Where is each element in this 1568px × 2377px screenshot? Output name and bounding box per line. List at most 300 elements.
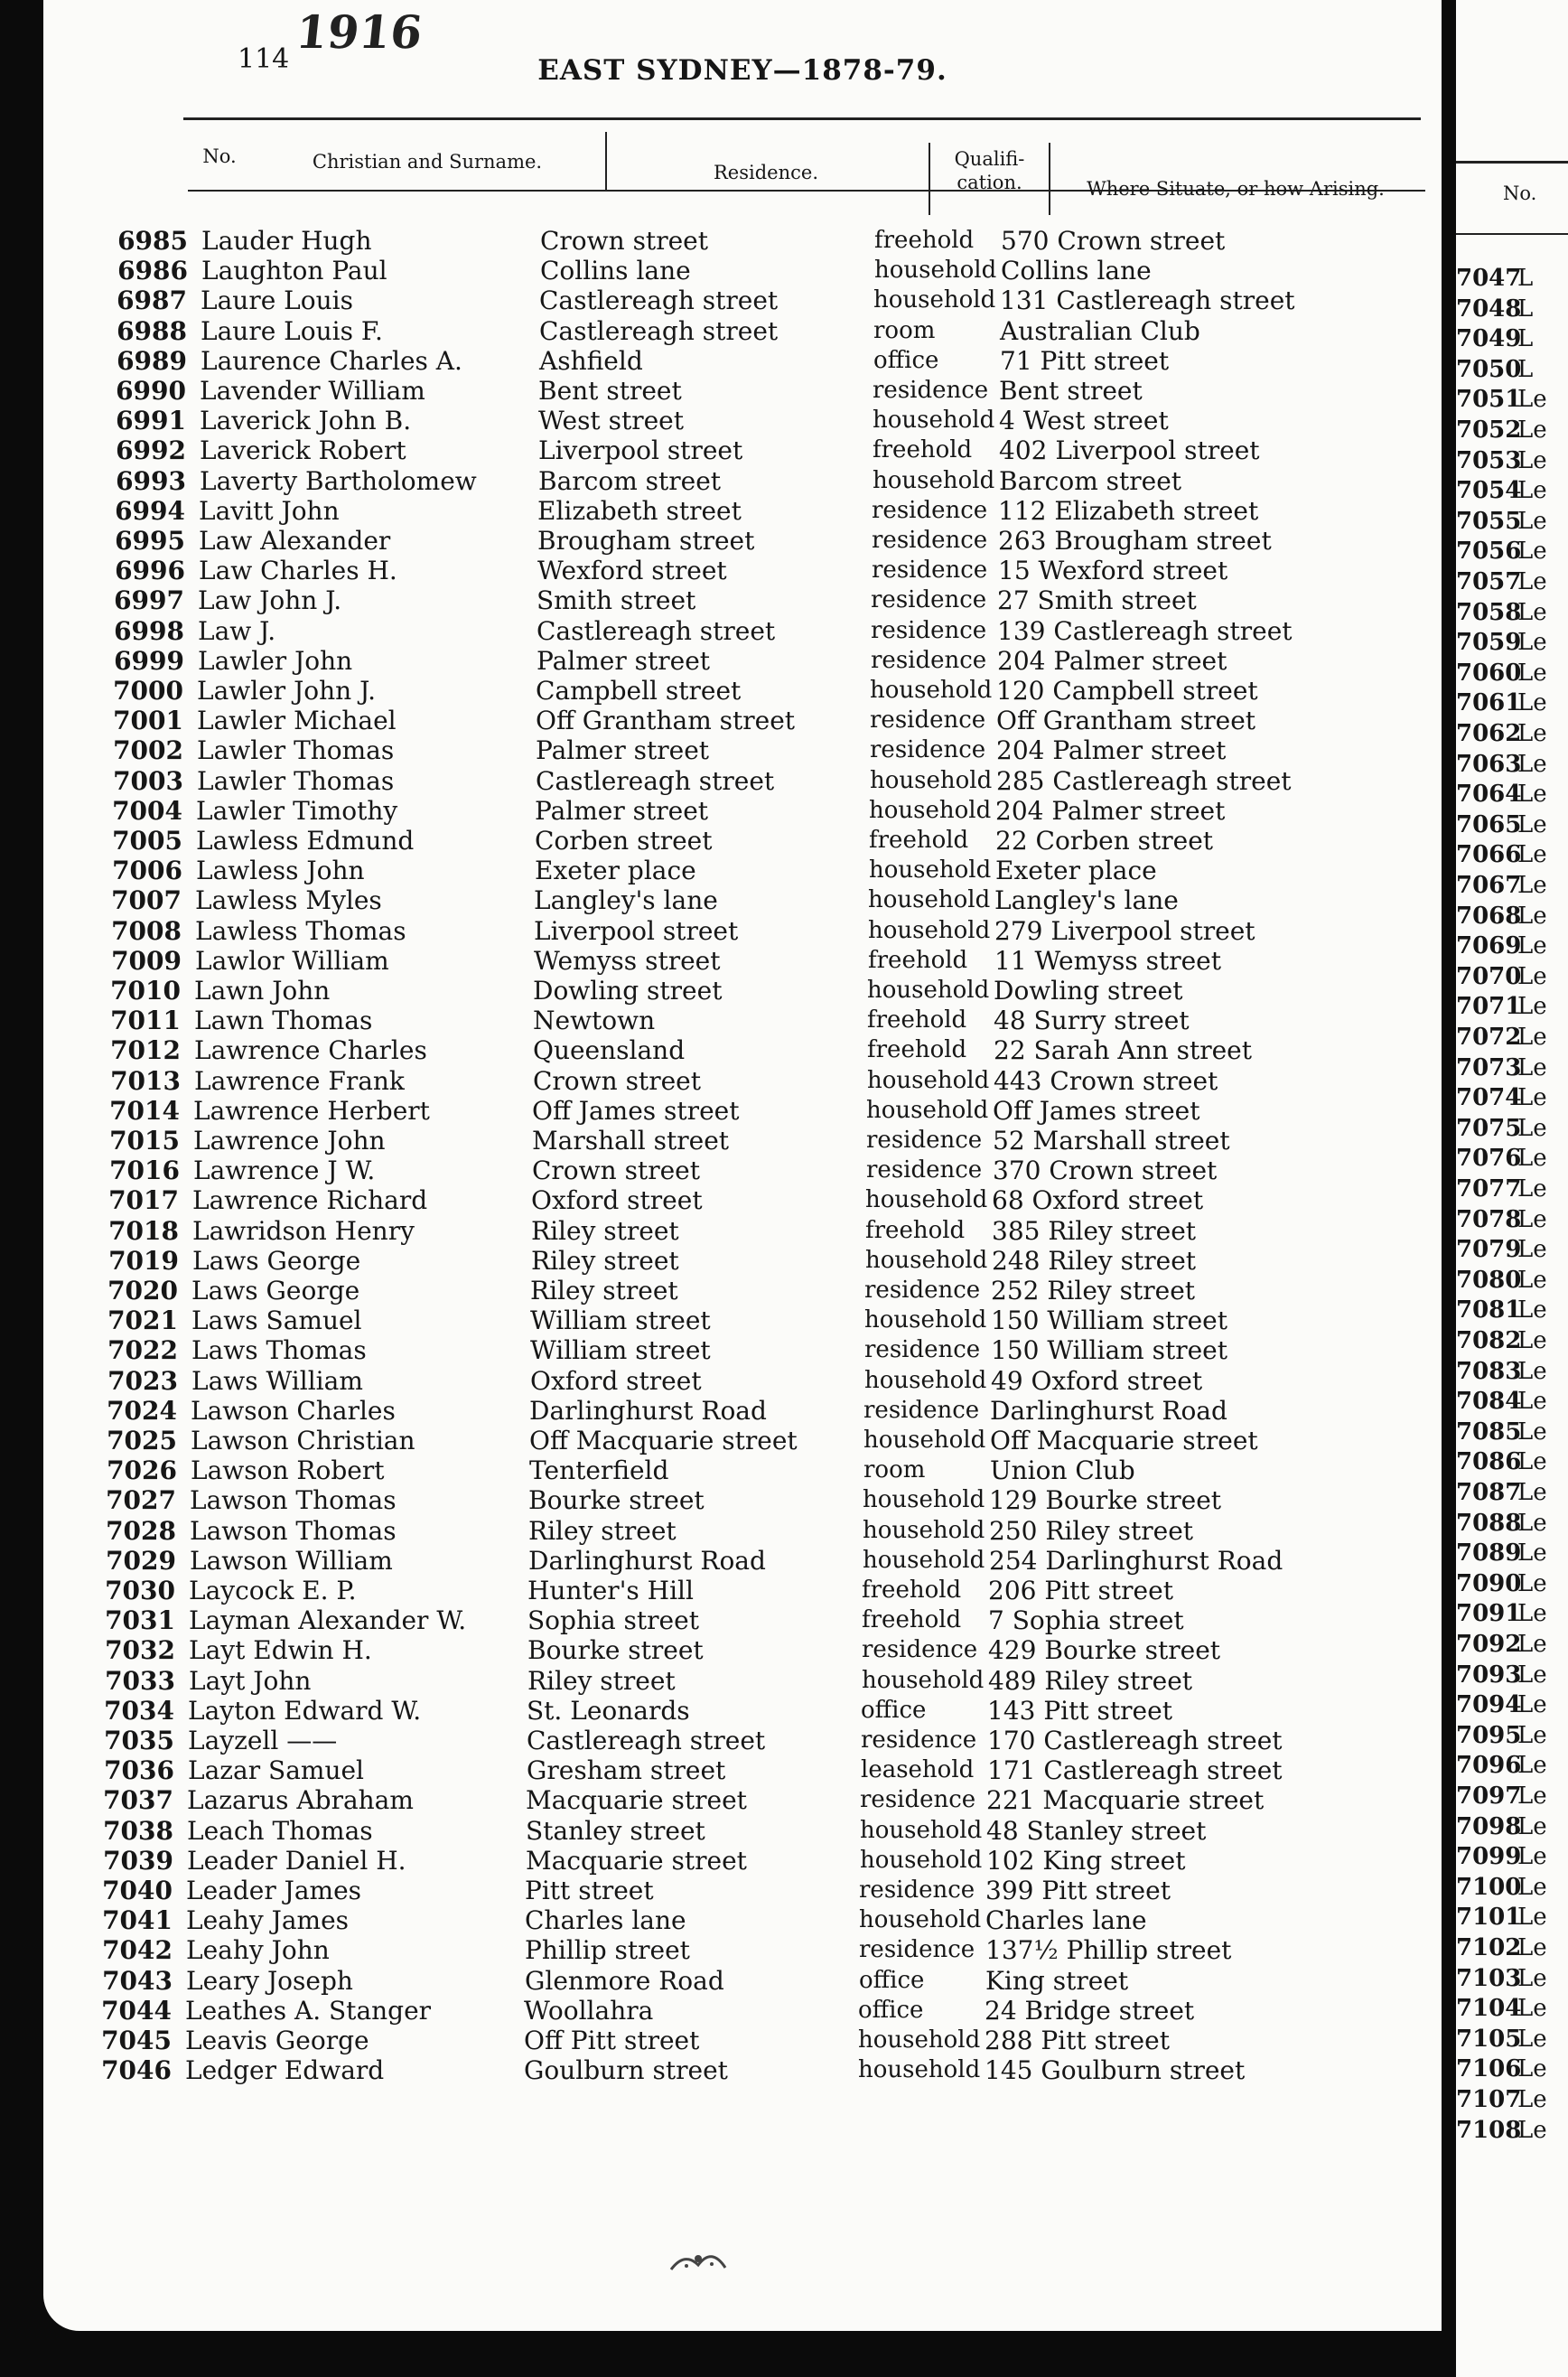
- entry-number: 7023: [107, 1366, 178, 1396]
- adjacent-entry-name-fragment: Le: [1517, 1388, 1547, 1415]
- entry-residence: Palmer street: [537, 646, 711, 676]
- entry-name: Lawn Thomas: [194, 1006, 373, 1035]
- entry-qualification: residence: [872, 527, 988, 554]
- entry-residence: Wexford street: [537, 556, 727, 585]
- entry-residence: Marshall street: [532, 1126, 730, 1156]
- entry-residence: Tenterfield: [529, 1455, 669, 1485]
- register-row: [89, 1216, 1407, 1246]
- adjacent-entry-number: 7054: [1456, 477, 1522, 504]
- adjacent-entry-number: 7058: [1456, 599, 1522, 626]
- adjacent-entry-name-fragment: Le: [1517, 477, 1547, 504]
- entry-qualification: residence: [870, 736, 986, 763]
- entry-where-situate: 285 Castlereagh street: [996, 766, 1292, 796]
- register-row: [90, 1006, 1409, 1035]
- entry-where-situate: 22 Corben street: [995, 826, 1214, 856]
- register-row: [89, 1126, 1408, 1156]
- entry-name: Lawless Myles: [195, 885, 382, 915]
- entry-qualification: office: [858, 1997, 924, 2024]
- adjacent-entry-number: 7065: [1456, 811, 1522, 838]
- entry-name: Lawridson Henry: [192, 1216, 415, 1246]
- entry-name: Lawson Thomas: [190, 1516, 397, 1546]
- entry-residence: Oxford street: [530, 1366, 702, 1396]
- entry-qualification: household: [863, 1547, 985, 1574]
- adjacent-entry-number: 7059: [1456, 629, 1522, 656]
- adjacent-entry-number: 7106: [1456, 2055, 1522, 2082]
- adjacent-entry-name-fragment: Le: [1517, 1358, 1547, 1385]
- entry-name: Lawrence Frank: [194, 1066, 405, 1096]
- entry-residence: Bourke street: [527, 1635, 704, 1665]
- entry-qualification: household: [873, 467, 995, 494]
- entry-residence: St. Leonards: [527, 1696, 690, 1726]
- entry-name: Lawler Michael: [197, 706, 397, 735]
- register-row: [90, 1035, 1409, 1065]
- entry-qualification: leasehold: [861, 1756, 975, 1783]
- adjacent-entry-number: 7097: [1456, 1783, 1522, 1810]
- entry-residence: Exeter place: [535, 856, 696, 885]
- register-row: [81, 2026, 1400, 2055]
- entry-name: Leathes A. Stanger: [185, 1996, 432, 2026]
- entry-residence: Charles lane: [525, 1905, 686, 1935]
- register-row: [94, 646, 1413, 676]
- entry-qualification: household: [858, 2026, 981, 2054]
- register-row: [85, 1605, 1404, 1635]
- entry-name: Law J.: [198, 616, 276, 646]
- entry-number: 6988: [117, 316, 187, 346]
- entry-name: Laverick John B.: [200, 406, 412, 435]
- entry-where-situate: Union Club: [990, 1455, 1135, 1485]
- adjacent-entry-number: 7095: [1456, 1722, 1522, 1749]
- register-row: [88, 1366, 1406, 1396]
- entry-name: Lawlor William: [195, 946, 389, 976]
- adjacent-entry-number: 7093: [1456, 1661, 1522, 1689]
- adjacent-entry-number: 7067: [1456, 872, 1522, 899]
- adjacent-entry-number: 7103: [1456, 1965, 1522, 1992]
- entry-qualification: freehold: [862, 1606, 962, 1633]
- adjacent-entry-name-fragment: Le: [1517, 538, 1547, 565]
- entry-number: 7040: [102, 1876, 173, 1905]
- entry-qualification: residence: [861, 1727, 977, 1754]
- column-header-qualification: Qualifi- cation.: [954, 148, 1025, 193]
- adjacent-entry-number: 7108: [1456, 2117, 1522, 2144]
- entry-qualification: household: [873, 407, 995, 434]
- entry-where-situate: 102 King street: [986, 1846, 1186, 1876]
- register-row: [92, 796, 1411, 826]
- column-header-where: Where Situate, or how Arising.: [1087, 178, 1385, 200]
- entry-number: 7017: [108, 1185, 179, 1215]
- register-row: [85, 1666, 1404, 1696]
- adjacent-entry-number: 7075: [1456, 1115, 1522, 1142]
- entry-number: 6999: [114, 646, 184, 676]
- adjacent-entry-name-fragment: Le: [1517, 1600, 1547, 1627]
- register-row: [94, 616, 1413, 646]
- entry-name: Lauder Hugh: [201, 226, 372, 256]
- running-head: EAST SYDNEY—1878-79.: [537, 54, 947, 87]
- entry-number: 7004: [112, 796, 182, 826]
- entry-residence: Brougham street: [537, 526, 755, 556]
- entry-qualification: household: [870, 677, 993, 704]
- entry-name: Lawson Charles: [191, 1396, 396, 1426]
- register-row: [83, 1816, 1402, 1846]
- entry-residence: Darlinghurst Road: [528, 1546, 766, 1576]
- adjacent-entry-number: 7099: [1456, 1843, 1522, 1870]
- entry-where-situate: 48 Stanley street: [986, 1816, 1207, 1846]
- adjacent-entry-number: 7060: [1456, 660, 1522, 687]
- adjacent-entry-name-fragment: Le: [1517, 386, 1547, 413]
- entry-where-situate: 112 Elizabeth street: [998, 496, 1259, 526]
- entry-number: 7045: [101, 2026, 172, 2055]
- entry-qualification: residence: [859, 1876, 975, 1904]
- entry-name: Leary Joseph: [186, 1966, 353, 1996]
- entry-name: Laws William: [191, 1366, 363, 1396]
- entry-name: Leach Thomas: [187, 1816, 373, 1846]
- entry-residence: Palmer street: [536, 735, 710, 765]
- adjacent-entry-number: 7055: [1456, 508, 1522, 535]
- adjacent-entry-number: 7062: [1456, 720, 1522, 747]
- adjacent-entry-number: 7087: [1456, 1479, 1522, 1506]
- entry-where-situate: 385 Riley street: [992, 1216, 1197, 1246]
- entry-qualification: household: [864, 1367, 987, 1394]
- entry-qualification: freehold: [873, 436, 973, 463]
- entry-number: 7041: [102, 1905, 173, 1935]
- register-row: [84, 1696, 1403, 1726]
- entry-residence: Smith street: [537, 585, 696, 615]
- entry-residence: Langley's lane: [534, 885, 718, 915]
- entry-residence: Castlereagh street: [537, 616, 776, 646]
- register-row: [86, 1485, 1405, 1515]
- adjacent-entry-name-fragment: Le: [1517, 1843, 1547, 1870]
- entry-residence: Woollahra: [524, 1996, 654, 2026]
- register-row: [87, 1426, 1405, 1455]
- adjacent-entry-name-fragment: Le: [1517, 1327, 1547, 1354]
- entry-qualification: household: [863, 1427, 986, 1454]
- register-row: [87, 1396, 1405, 1426]
- adjacent-entry-name-fragment: Le: [1517, 1661, 1547, 1689]
- adjacent-entry-number: 7081: [1456, 1296, 1522, 1324]
- register-row: [81, 1996, 1400, 2026]
- adjacent-entry-number: 7092: [1456, 1631, 1522, 1658]
- entry-number: 7020: [107, 1276, 178, 1305]
- register-row: [91, 946, 1410, 976]
- entry-number: 7012: [110, 1035, 181, 1065]
- adjacent-entry-name-fragment: Le: [1517, 1539, 1547, 1567]
- entry-residence: Pitt street: [525, 1876, 654, 1905]
- adjacent-entry-name-fragment: Le: [1517, 1084, 1547, 1111]
- entry-number: 7028: [106, 1516, 176, 1546]
- entry-where-situate: Collins lane: [1001, 256, 1152, 285]
- entry-name: Lazar Samuel: [188, 1755, 365, 1785]
- adjacent-entry-name-fragment: Le: [1517, 841, 1547, 868]
- entry-name: Laurence Charles A.: [201, 346, 462, 376]
- entry-residence: William street: [530, 1335, 711, 1365]
- adjacent-entry-name-fragment: Le: [1517, 811, 1547, 838]
- entry-number: 6995: [115, 526, 185, 556]
- entry-where-situate: 49 Oxford street: [991, 1366, 1203, 1396]
- adjacent-entry-name-fragment: Le: [1517, 1813, 1547, 1840]
- register-row: [98, 226, 1416, 256]
- adjacent-entry-name-fragment: Le: [1517, 1479, 1547, 1506]
- adjacent-entry-number: 7094: [1456, 1691, 1522, 1718]
- entry-name: Laws George: [192, 1246, 361, 1276]
- adjacent-entry-name-fragment: Le: [1517, 781, 1547, 808]
- entry-where-situate: 15 Wexford street: [998, 556, 1228, 585]
- entry-where-situate: 204 Palmer street: [997, 646, 1227, 676]
- entry-name: Layman Alexander W.: [189, 1605, 467, 1635]
- adjacent-entry-number: 7061: [1456, 689, 1522, 716]
- entry-number: 7034: [104, 1696, 174, 1726]
- entry-qualification: residence: [871, 586, 987, 613]
- adjacent-entry-name-fragment: Le: [1517, 1054, 1547, 1081]
- entry-name: Laure Louis F.: [201, 316, 383, 346]
- entry-qualification: household: [860, 1847, 983, 1874]
- entry-qualification: room: [863, 1456, 926, 1483]
- register-row: [95, 556, 1414, 585]
- adjacent-entry-number: 7102: [1456, 1934, 1522, 1961]
- entry-where-situate: 150 William street: [991, 1335, 1227, 1365]
- adjacent-entry-name-fragment: Le: [1517, 629, 1547, 656]
- adjacent-entry-number: 7052: [1456, 416, 1522, 444]
- entry-number: 6985: [117, 226, 188, 256]
- entry-residence: Palmer street: [535, 796, 709, 826]
- entry-residence: Barcom street: [538, 466, 722, 496]
- adjacent-entry-name-fragment: Le: [1517, 903, 1547, 930]
- register-row: [98, 256, 1416, 285]
- adjacent-entry-number: 7079: [1456, 1236, 1522, 1263]
- adjacent-entry-name-fragment: Le: [1517, 689, 1547, 716]
- entry-where-situate: 570 Crown street: [1001, 226, 1226, 256]
- adjacent-entry-number: 7105: [1456, 2026, 1522, 2053]
- entry-residence: Off Grantham street: [536, 706, 796, 735]
- entry-qualification: residence: [871, 647, 987, 674]
- register-row: [93, 676, 1412, 706]
- entry-name: Layt Edwin H.: [189, 1635, 372, 1665]
- entry-name: Laycock E. P.: [189, 1576, 357, 1605]
- adjacent-entry-name-fragment: Le: [1517, 1175, 1547, 1203]
- entry-number: 7036: [104, 1755, 174, 1785]
- adjacent-entry-name-fragment: Le: [1517, 1904, 1547, 1931]
- adjacent-entry-name-fragment: Le: [1517, 2026, 1547, 2053]
- entry-where-situate: 129 Bourke street: [989, 1485, 1222, 1515]
- adjacent-entry-name-fragment: Le: [1517, 1691, 1547, 1718]
- adjacent-entry-name-fragment: Le: [1517, 872, 1547, 899]
- entry-name: Ledger Edward: [185, 2055, 385, 2085]
- entry-number: 7000: [113, 676, 183, 706]
- adjacent-entry-number: 7086: [1456, 1448, 1522, 1475]
- entry-name: Lawson Robert: [191, 1455, 385, 1485]
- entry-where-situate: 288 Pitt street: [985, 2026, 1170, 2055]
- entry-qualification: freehold: [865, 1217, 966, 1244]
- entry-where-situate: 250 Riley street: [989, 1516, 1194, 1546]
- adjacent-entry-number: 7063: [1456, 751, 1522, 778]
- register-row: [96, 376, 1414, 406]
- adjacent-entry-number: 7096: [1456, 1752, 1522, 1779]
- adjacent-entry-number: 7056: [1456, 538, 1522, 565]
- adjacent-entry-name-fragment: L: [1517, 265, 1534, 292]
- entry-name: Lawson Thomas: [190, 1485, 397, 1515]
- entry-residence: Stanley street: [526, 1816, 705, 1846]
- entry-qualification: residence: [873, 377, 989, 404]
- entry-residence: Hunter's Hill: [527, 1576, 694, 1605]
- adjacent-entry-name-fragment: Le: [1517, 1631, 1547, 1658]
- entry-residence: Glenmore Road: [525, 1966, 724, 1996]
- entry-number: 7025: [107, 1426, 177, 1455]
- adjacent-entry-number: 7053: [1456, 447, 1522, 474]
- adjacent-entry-name-fragment: Le: [1517, 1995, 1547, 2022]
- register-row: [97, 346, 1415, 376]
- entry-residence: Bent street: [538, 376, 682, 406]
- register-row: [89, 1156, 1408, 1185]
- entry-qualification: freehold: [867, 1036, 967, 1063]
- adjacent-entry-number: 7047: [1456, 265, 1522, 292]
- entry-number: 7007: [111, 885, 182, 915]
- entry-where-situate: 7 Sophia street: [988, 1605, 1184, 1635]
- entry-name: Law Charles H.: [199, 556, 397, 585]
- entry-qualification: freehold: [874, 227, 975, 254]
- entry-where-situate: 399 Pitt street: [985, 1876, 1171, 1905]
- entry-residence: Off Pitt street: [524, 2026, 700, 2055]
- adjacent-entry-number: 7082: [1456, 1327, 1522, 1354]
- entry-residence: Sophia street: [527, 1605, 699, 1635]
- entry-name: Lawson Christian: [191, 1426, 415, 1455]
- entry-number: 7016: [109, 1156, 180, 1185]
- adjacent-entry-name-fragment: Le: [1517, 1296, 1547, 1324]
- adjacent-entry-number: 7077: [1456, 1175, 1522, 1203]
- entry-where-situate: 254 Darlinghurst Road: [989, 1546, 1283, 1576]
- entry-name: Laure Louis: [201, 285, 353, 315]
- entry-number: 7003: [113, 766, 183, 796]
- adjacent-entry-name-fragment: Le: [1517, 416, 1547, 444]
- register-row: [95, 526, 1414, 556]
- adjacent-entry-number: 7069: [1456, 932, 1522, 959]
- entry-name: Lavender William: [200, 376, 425, 406]
- entry-number: 6997: [114, 585, 184, 615]
- adjacent-column-header-no: No.: [1503, 182, 1537, 204]
- register-row: [82, 1966, 1401, 1996]
- adjacent-entry-name-fragment: Le: [1517, 1570, 1547, 1597]
- entry-name: Layt John: [189, 1666, 312, 1696]
- entry-name: Lawless Thomas: [195, 916, 406, 946]
- adjacent-entry-name-fragment: Le: [1517, 1236, 1547, 1263]
- entry-where-situate: 11 Wemyss street: [994, 946, 1222, 976]
- adjacent-entry-name-fragment: Le: [1517, 599, 1547, 626]
- adjacent-entry-name-fragment: Le: [1517, 1448, 1547, 1475]
- entry-qualification: residence: [864, 1336, 981, 1363]
- adjacent-header-bottom-rule: [1456, 233, 1568, 235]
- register-row: [97, 316, 1415, 346]
- entry-where-situate: 68 Oxford street: [992, 1185, 1204, 1215]
- entry-qualification: residence: [859, 1936, 975, 1963]
- adjacent-entry-number: 7080: [1456, 1267, 1522, 1294]
- entry-where-situate: 150 William street: [991, 1305, 1227, 1335]
- adjacent-entry-number: 7098: [1456, 1813, 1522, 1840]
- entry-name: Lawrence Herbert: [193, 1096, 430, 1126]
- entry-qualification: residence: [870, 707, 986, 734]
- entry-where-situate: Off Grantham street: [996, 706, 1256, 735]
- adjacent-entry-name-fragment: Le: [1517, 932, 1547, 959]
- entry-where-situate: Darlinghurst Road: [990, 1396, 1227, 1426]
- entry-where-situate: 252 Riley street: [991, 1276, 1196, 1305]
- register-row: [82, 1935, 1401, 1965]
- entry-residence: Castlereagh street: [539, 316, 779, 346]
- entry-name: Layton Edward W.: [188, 1696, 422, 1726]
- entry-qualification: household: [865, 1186, 988, 1213]
- entry-qualification: household: [873, 286, 996, 314]
- entry-qualification: office: [859, 1967, 925, 1994]
- entry-residence: Darlinghurst Road: [529, 1396, 767, 1426]
- register-row: [86, 1546, 1405, 1576]
- entry-name: Lawrence J W.: [193, 1156, 376, 1185]
- entry-where-situate: 402 Liverpool street: [999, 435, 1260, 465]
- entry-number: 6996: [115, 556, 185, 585]
- entry-where-situate: 48 Surry street: [994, 1006, 1190, 1035]
- entry-number: 7031: [105, 1605, 175, 1635]
- register-row: [88, 1276, 1406, 1305]
- entry-name: Leader James: [186, 1876, 362, 1905]
- register-row: [96, 466, 1414, 496]
- entry-where-situate: 52 Marshall street: [993, 1126, 1230, 1156]
- adjacent-entry-name-fragment: Le: [1517, 751, 1547, 778]
- entry-number: 7011: [110, 1006, 181, 1035]
- entry-where-situate: 443 Crown street: [994, 1066, 1218, 1096]
- entry-number: 6989: [117, 346, 187, 376]
- entry-number: 7027: [106, 1485, 176, 1515]
- entry-qualification: household: [868, 886, 991, 913]
- entry-qualification: residence: [872, 557, 988, 584]
- entry-name: Laverty Bartholomew: [200, 466, 477, 496]
- register-row: [94, 585, 1413, 615]
- adjacent-page-fragment: [1456, 0, 1568, 2377]
- register-row: [84, 1755, 1403, 1785]
- entry-residence: Phillip street: [525, 1935, 690, 1965]
- adjacent-entry-name-fragment: L: [1517, 325, 1534, 352]
- entry-qualification: residence: [866, 1156, 983, 1184]
- entry-residence: Bourke street: [528, 1485, 705, 1515]
- entry-where-situate: 489 Riley street: [988, 1666, 1193, 1696]
- adjacent-header-rule: [1456, 161, 1568, 164]
- entry-number: 6990: [116, 376, 186, 406]
- entry-where-situate: 204 Palmer street: [996, 735, 1227, 765]
- entry-residence: Crown street: [540, 226, 708, 256]
- entry-residence: Ashfield: [539, 346, 643, 376]
- entry-qualification: freehold: [867, 1006, 967, 1034]
- entry-qualification: household: [860, 1817, 983, 1844]
- entry-number: 6998: [114, 616, 184, 646]
- entry-residence: Collins lane: [540, 256, 691, 285]
- entry-qualification: household: [867, 1067, 990, 1094]
- entry-residence: Dowling street: [533, 976, 723, 1006]
- entry-residence: Campbell street: [536, 676, 742, 706]
- entry-where-situate: 131 Castlereagh street: [1000, 285, 1295, 315]
- entry-name: Lawler John J.: [197, 676, 377, 706]
- entry-qualification: household: [862, 1667, 985, 1694]
- register-row: [88, 1305, 1406, 1335]
- adjacent-entry-number: 7057: [1456, 568, 1522, 595]
- adjacent-entry-name-fragment: L: [1517, 356, 1534, 383]
- adjacent-entry-number: 7050: [1456, 356, 1522, 383]
- entry-name: Lawler Thomas: [197, 766, 395, 796]
- entry-qualification: residence: [872, 497, 988, 524]
- entry-name: Leahy James: [186, 1905, 350, 1935]
- adjacent-entry-name-fragment: Le: [1517, 1934, 1547, 1961]
- register-row: [92, 856, 1411, 885]
- entry-name: Lawler Timothy: [196, 796, 398, 826]
- entry-where-situate: 221 Macquarie street: [986, 1785, 1265, 1815]
- adjacent-entry-number: 7071: [1456, 993, 1522, 1020]
- entry-where-situate: 263 Brougham street: [998, 526, 1272, 556]
- adjacent-entry-number: 7076: [1456, 1145, 1522, 1172]
- entry-residence: Queensland: [533, 1035, 686, 1065]
- entry-residence: Crown street: [532, 1156, 700, 1185]
- adjacent-entry-number: 7091: [1456, 1600, 1522, 1627]
